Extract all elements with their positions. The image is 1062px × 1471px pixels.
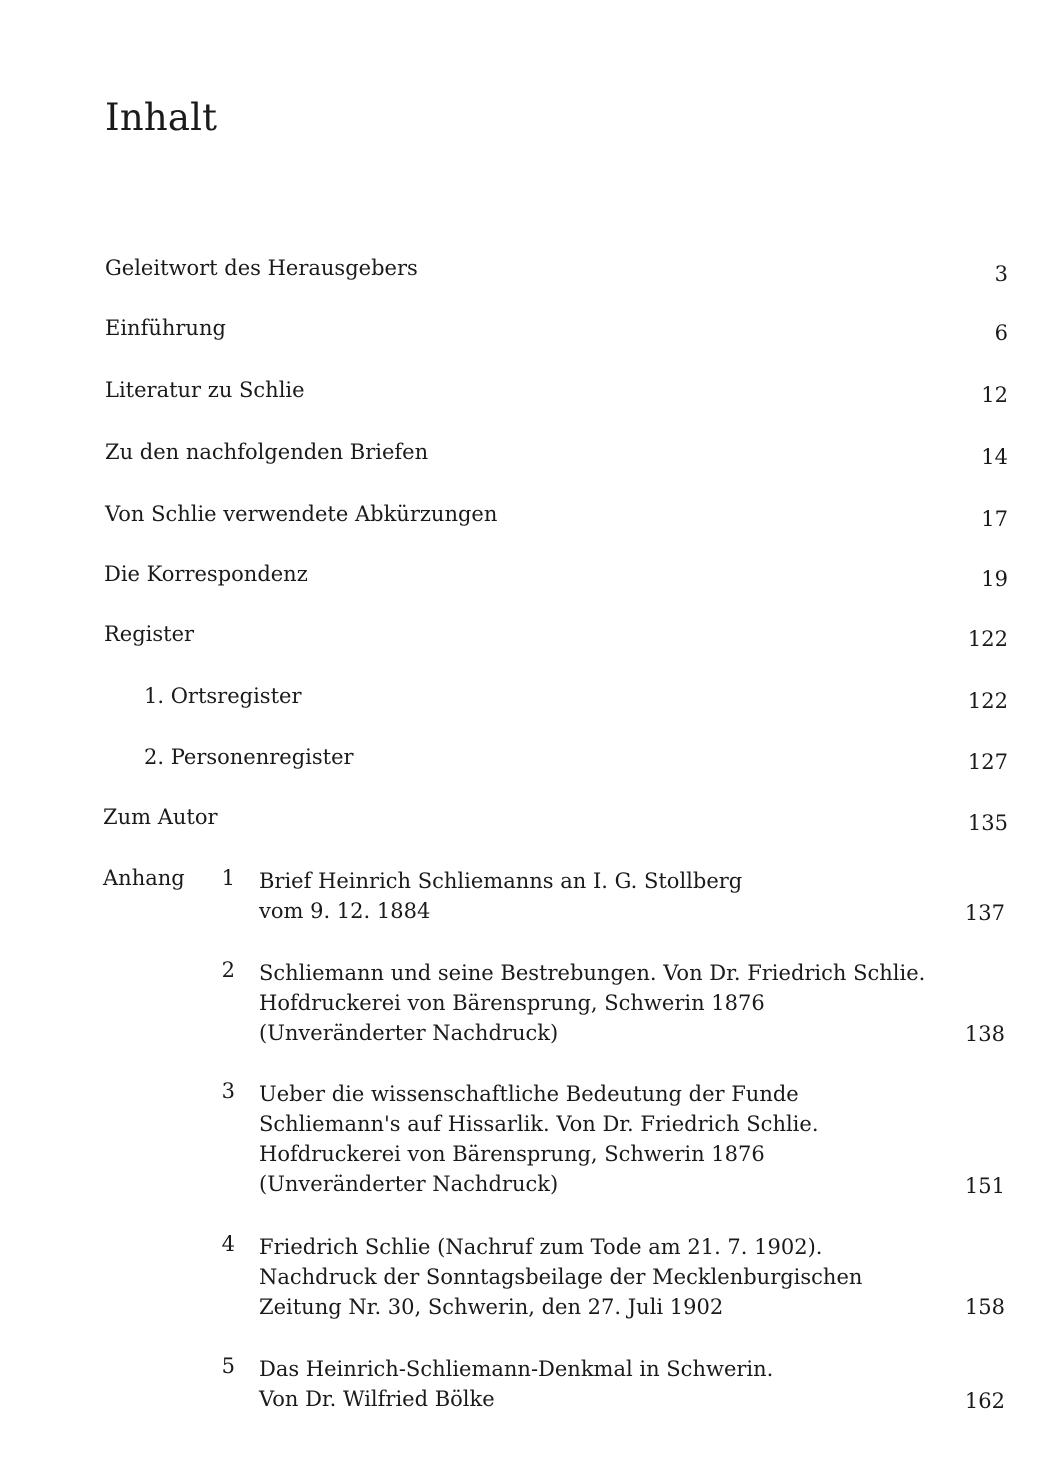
appendix-text bbox=[259, 958, 979, 1048]
toc-entry-page: 19 bbox=[981, 567, 1008, 591]
toc-entry-title: Zum Autor bbox=[103, 805, 218, 829]
appendix-line: Von Dr. Wilfried Bölke bbox=[259, 1387, 495, 1411]
toc-entry-page: 127 bbox=[967, 750, 1008, 774]
toc-entry-page: 12 bbox=[981, 383, 1008, 407]
appendix-line: Schliemann und seine Bestrebungen. Von Dr. Friedrich Schlie. bbox=[259, 961, 926, 985]
appendix-line: Ueber die wissenschaftliche Bedeutung der Funde bbox=[259, 1082, 799, 1106]
toc-entry-title: Einführung bbox=[105, 316, 226, 340]
toc-entry-geleitwort bbox=[0, 256, 1062, 286]
toc-entry-personenregister bbox=[0, 745, 1062, 775]
appendix-page: 151 bbox=[964, 1174, 1005, 1198]
appendix-number: 3 bbox=[221, 1079, 235, 1103]
toc-entry-page: 122 bbox=[967, 689, 1008, 713]
toc-entry-register bbox=[0, 622, 1062, 652]
toc-entry-page: 6 bbox=[994, 321, 1008, 345]
toc-entry-title: Literatur zu Schlie bbox=[105, 378, 305, 402]
appendix-label: Anhang bbox=[103, 866, 185, 890]
toc-entry-page: 3 bbox=[994, 262, 1008, 286]
toc-entry-title: Die Korrespondenz bbox=[104, 562, 308, 586]
toc-entry-title: Geleitwort des Herausgebers bbox=[105, 256, 418, 280]
appendix-line: Zeitung Nr. 30, Schwerin, den 27. Juli 1902 bbox=[259, 1295, 724, 1319]
appendix-line: Brief Heinrich Schliemanns an I. G. Stollberg bbox=[259, 869, 743, 893]
appendix-line: Friedrich Schlie (Nachruf zum Tode am 21. 7. 1902). bbox=[259, 1235, 823, 1259]
appendix-number: 4 bbox=[221, 1232, 235, 1256]
appendix-number: 2 bbox=[221, 958, 235, 982]
appendix-page: 158 bbox=[964, 1295, 1005, 1319]
appendix-line: Das Heinrich-Schliemann-Denkmal in Schwerin. bbox=[259, 1357, 774, 1381]
appendix-line: Hofdruckerei von Bärensprung, Schwerin 1876 bbox=[259, 991, 765, 1015]
appendix-page: 162 bbox=[964, 1389, 1005, 1413]
appendix-line: (Unveränderter Nachdruck) bbox=[259, 1021, 559, 1045]
toc-entry-page: 135 bbox=[967, 811, 1008, 835]
toc-entry-einfuehrung bbox=[0, 316, 1062, 346]
toc-entry-page: 17 bbox=[981, 507, 1008, 531]
appendix-text bbox=[259, 1232, 979, 1322]
appendix-text bbox=[259, 866, 979, 926]
toc-entry-literatur bbox=[0, 378, 1062, 408]
appendix-line: (Unveränderter Nachdruck) bbox=[259, 1172, 559, 1196]
toc-entry-title: Zu den nachfolgenden Briefen bbox=[105, 440, 429, 464]
toc-entry-ortsregister bbox=[0, 684, 1062, 714]
appendix-page: 137 bbox=[964, 901, 1005, 925]
toc-entry-title: Register bbox=[104, 622, 195, 646]
page-title: Inhalt bbox=[105, 96, 218, 139]
toc-entry-title: 1. Ortsregister bbox=[144, 684, 302, 708]
appendix-line: Hofdruckerei von Bärensprung, Schwerin 1876 bbox=[259, 1142, 765, 1166]
toc-entry-zum-autor bbox=[0, 805, 1062, 835]
appendix-text bbox=[259, 1079, 979, 1199]
toc-entry-page: 14 bbox=[981, 445, 1008, 469]
toc-entry-title: Von Schlie verwendete Abkürzungen bbox=[105, 502, 498, 526]
appendix-line: Schliemann's auf Hissarlik. Von Dr. Friedrich Schlie. bbox=[259, 1112, 819, 1136]
appendix-line: Nachdruck der Sonntagsbeilage der Mecklenburgischen bbox=[259, 1265, 863, 1289]
toc-entry-title: 2. Personenregister bbox=[144, 745, 354, 769]
appendix-line: vom 9. 12. 1884 bbox=[259, 899, 431, 923]
appendix-text bbox=[259, 1354, 979, 1414]
appendix-number: 5 bbox=[221, 1354, 235, 1378]
appendix-number: 1 bbox=[221, 866, 235, 890]
toc-entry-korrespondenz bbox=[0, 562, 1062, 592]
toc-entry-briefe bbox=[0, 440, 1062, 470]
appendix-page: 138 bbox=[964, 1022, 1005, 1046]
toc-entry-page: 122 bbox=[967, 627, 1008, 651]
toc-entry-abkuerzungen bbox=[0, 502, 1062, 532]
